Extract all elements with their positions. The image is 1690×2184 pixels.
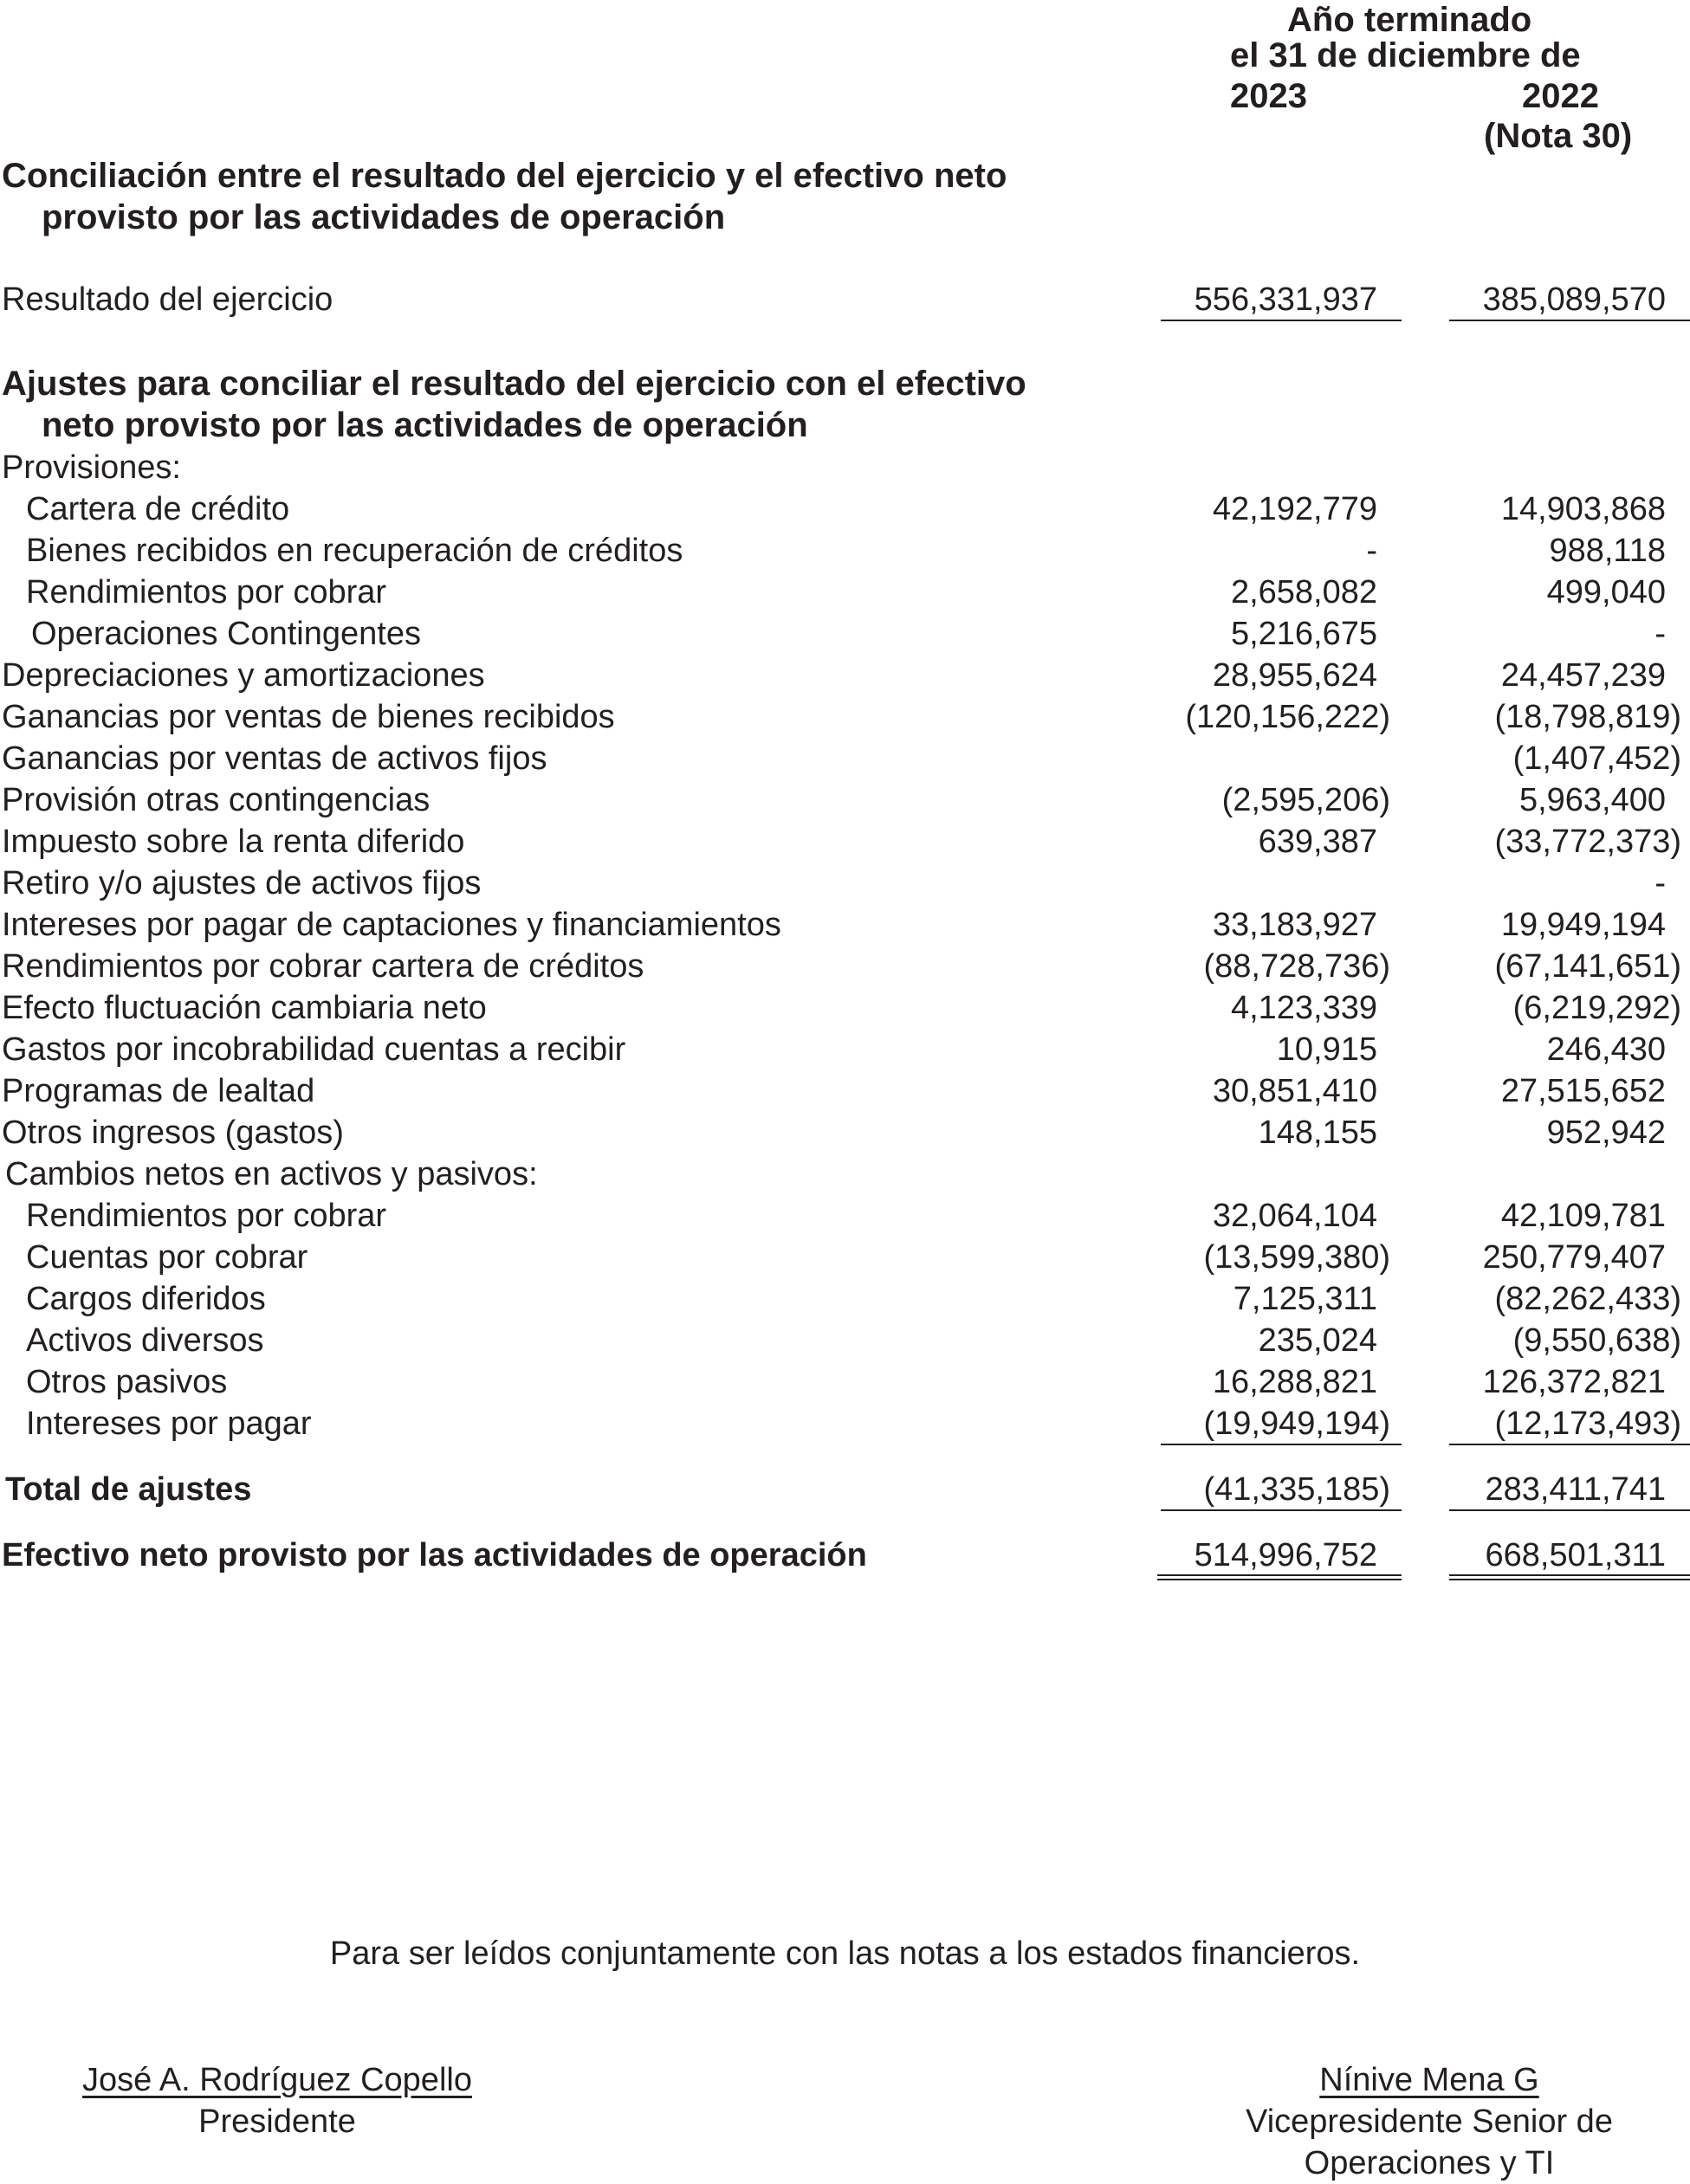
row-value-2023: 5,216,675	[1230, 616, 1377, 652]
net-result-2023: 556,331,937	[1194, 281, 1377, 318]
row-value-2023: (13,599,380)	[1203, 1239, 1390, 1276]
row-value-2023: (19,949,194)	[1203, 1405, 1390, 1442]
header-period-line1: Año terminado	[1287, 1, 1532, 39]
section-title-line1: Conciliación entre el resultado del ejercicio y el efectivo neto	[2, 157, 1007, 195]
subtotal-underline-2022	[1449, 1444, 1690, 1445]
row-label: Provisiones:	[2, 449, 181, 486]
net-cash-2022: 668,501,311	[1485, 1537, 1666, 1573]
row-label: Rendimientos por cobrar	[26, 574, 387, 611]
row-value-2022: 246,430	[1546, 1031, 1666, 1068]
row-value-2022: 952,942	[1546, 1115, 1666, 1151]
row-label: Efecto fluctuación cambiaria neto	[2, 990, 487, 1026]
row-value-2023: 7,125,311	[1233, 1281, 1377, 1317]
row-label: Intereses por pagar de captaciones y financiamientos	[2, 907, 781, 943]
row-value-2022: (33,772,373)	[1494, 824, 1681, 860]
header-note: (Nota 30)	[1484, 117, 1633, 155]
net-cash-label: Efectivo neto provisto por las actividades de operación	[2, 1537, 867, 1573]
row-value-2022: (12,173,493)	[1494, 1405, 1681, 1442]
row-value-2023: 235,024	[1258, 1322, 1377, 1359]
net-cash-double-underline-2022	[1449, 1574, 1690, 1580]
subtotal-underline-2023	[1161, 1444, 1402, 1445]
row-value-2022: (18,798,819)	[1494, 699, 1681, 735]
row-value-2023: -	[1366, 533, 1377, 569]
net-cash-2023: 514,996,752	[1194, 1537, 1377, 1573]
row-label: Programas de lealtad	[2, 1073, 315, 1109]
header-year-2023: 2023	[1230, 77, 1307, 115]
row-value-2023: 10,915	[1276, 1031, 1377, 1068]
signature-block-vp	[1195, 2059, 1663, 2184]
header-year-2022: 2022	[1522, 77, 1599, 115]
row-value-2022: 250,779,407	[1482, 1239, 1666, 1276]
row-label: Ganancias por ventas de activos fijos	[2, 740, 547, 777]
row-label: Impuesto sobre la renta diferido	[2, 824, 465, 860]
row-label: Rendimientos por cobrar	[26, 1198, 387, 1234]
row-value-2022: (67,141,651)	[1494, 948, 1681, 985]
row-value-2023: 33,183,927	[1212, 907, 1377, 943]
row-label: Cambios netos en activos y pasivos:	[5, 1156, 538, 1192]
signature-title-line1: Vicepresidente Senior de	[1246, 2103, 1613, 2140]
row-value-2023: 639,387	[1258, 824, 1377, 860]
row-value-2022: 5,963,400	[1518, 782, 1666, 818]
row-label: Operaciones Contingentes	[31, 616, 421, 652]
total-underline-2023	[1161, 1509, 1402, 1511]
net-result-underline-2022	[1449, 320, 1690, 321]
row-value-2023: 42,192,779	[1212, 491, 1377, 527]
total-adjustments-2023: (41,335,185)	[1203, 1471, 1390, 1508]
row-value-2022: (82,262,433)	[1494, 1281, 1681, 1317]
signature-title-line2: Operaciones y TI	[1304, 2145, 1555, 2181]
row-label: Cartera de crédito	[26, 491, 290, 527]
row-value-2022: (1,407,452)	[1512, 740, 1681, 777]
row-label: Ganancias por ventas de bienes recibidos	[2, 699, 615, 735]
row-value-2023: (88,728,736)	[1203, 948, 1390, 985]
row-value-2023: 32,064,104	[1212, 1198, 1377, 1234]
row-label: Depreciaciones y amortizaciones	[2, 657, 485, 694]
row-label: Otros pasivos	[26, 1364, 228, 1400]
row-value-2023: 16,288,821	[1212, 1364, 1377, 1400]
header-period-line2: el 31 de diciembre de	[1230, 36, 1581, 74]
signature-name: Nínive Mena G	[1319, 2062, 1539, 2098]
signature-block-president	[35, 2059, 520, 2142]
row-value-2022: -	[1654, 865, 1666, 901]
section-title-line2: provisto por las actividades de operación	[42, 198, 726, 236]
row-value-2023: 30,851,410	[1212, 1073, 1377, 1109]
row-value-2022: 499,040	[1546, 574, 1666, 611]
row-value-2022: (6,219,292)	[1512, 990, 1681, 1026]
net-cash-double-underline-2023	[1157, 1574, 1402, 1580]
row-label: Provisión otras contingencias	[2, 782, 431, 818]
row-value-2022: -	[1654, 616, 1666, 652]
adjustments-title-line1: Ajustes para conciliar el resultado del ejercicio con el efectivo	[2, 365, 1026, 403]
row-label: Bienes recibidos en recuperación de créditos	[26, 533, 683, 569]
signature-name: José A. Rodríguez Copello	[82, 2062, 472, 2098]
row-value-2022: 19,949,194	[1500, 907, 1666, 943]
row-value-2023: (2,595,206)	[1221, 782, 1390, 818]
row-value-2022: 126,372,821	[1482, 1364, 1666, 1400]
row-value-2022: 14,903,868	[1500, 491, 1666, 527]
net-result-label: Resultado del ejercicio	[2, 281, 333, 318]
row-label: Gastos por incobrabilidad cuentas a recibir	[2, 1031, 626, 1068]
row-value-2022: 27,515,652	[1500, 1073, 1666, 1109]
row-label: Rendimientos por cobrar cartera de créditos	[2, 948, 644, 985]
adjustments-title-line2: neto provisto por las actividades de operación	[42, 406, 808, 444]
signature-title: Presidente	[198, 2103, 356, 2140]
row-value-2023: 2,658,082	[1230, 574, 1377, 611]
row-label: Retiro y/o ajustes de activos fijos	[2, 865, 482, 901]
row-value-2023: 28,955,624	[1212, 657, 1377, 694]
row-label: Activos diversos	[26, 1322, 264, 1359]
row-value-2023: (120,156,222)	[1185, 699, 1390, 735]
row-value-2023: 148,155	[1258, 1115, 1377, 1151]
net-result-2022: 385,089,570	[1482, 281, 1666, 318]
row-label: Cargos diferidos	[26, 1281, 266, 1317]
net-result-underline-2023	[1161, 320, 1402, 321]
total-adjustments-2022: 283,411,741	[1485, 1471, 1666, 1508]
footnote: Para ser leídos conjuntamente con las notas a los estados financieros.	[329, 1935, 1361, 1972]
row-label: Otros ingresos (gastos)	[2, 1115, 344, 1151]
row-value-2023: 4,123,339	[1230, 990, 1377, 1026]
row-label: Intereses por pagar	[26, 1405, 312, 1442]
row-label: Cuentas por cobrar	[26, 1239, 308, 1276]
total-adjustments-label: Total de ajustes	[5, 1471, 252, 1508]
row-value-2022: 988,118	[1549, 533, 1666, 569]
total-underline-2022	[1449, 1509, 1690, 1511]
row-value-2022: (9,550,638)	[1512, 1322, 1681, 1359]
row-value-2022: 24,457,239	[1500, 657, 1666, 694]
row-value-2022: 42,109,781	[1500, 1198, 1666, 1234]
